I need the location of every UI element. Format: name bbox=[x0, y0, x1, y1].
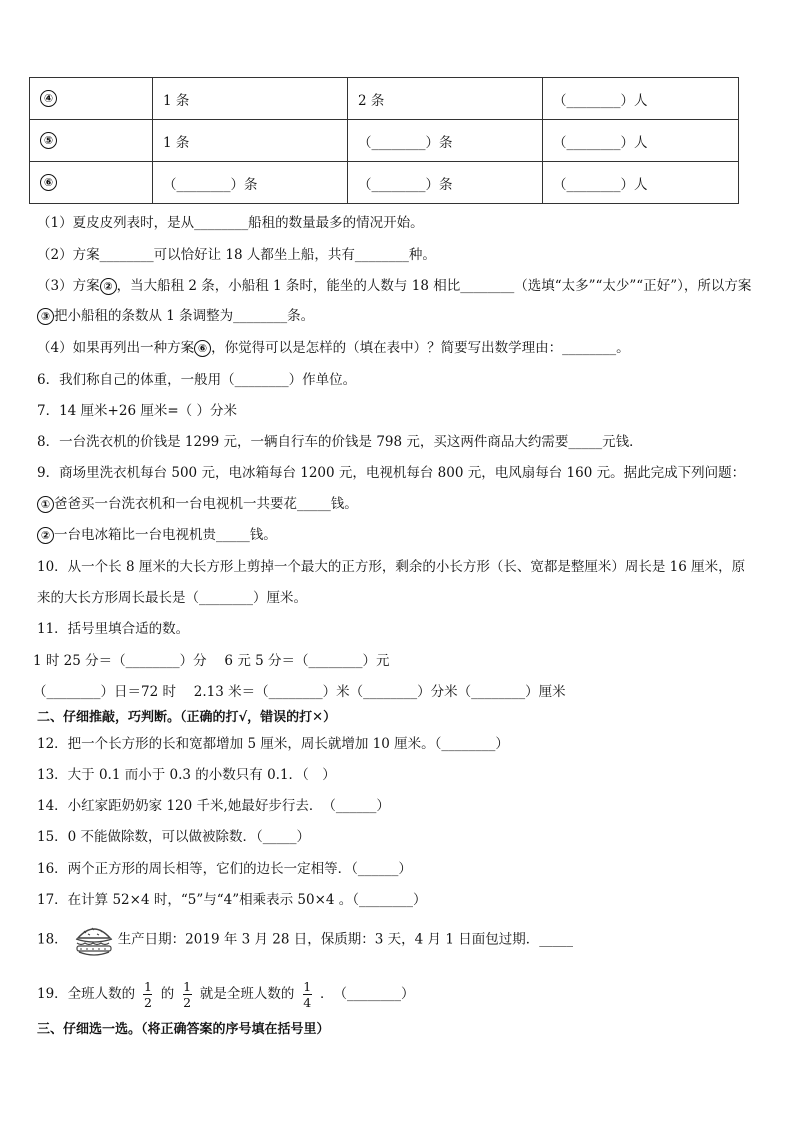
plan-number: ⑤ bbox=[30, 120, 153, 162]
circled-number: ③ bbox=[37, 308, 54, 325]
question-5-3-continued: ③ 把小船租的条数从 1 条调整为________条。 bbox=[37, 304, 314, 325]
circled-number: ② bbox=[100, 278, 117, 295]
table-row bbox=[30, 78, 739, 120]
fraction-one-half: $\frac{1}{2}$ bbox=[144, 979, 152, 1010]
question-8: 8．一台洗衣机的价钱是 1299 元，一辆自行车的价钱是 798 元，买这两件商品大约需要_____元钱． bbox=[37, 434, 643, 450]
question-13: 13．大于 0.1 而小于 0.3 的小数只有 0.1．（ ） bbox=[37, 767, 336, 783]
table-cell: （________）人 bbox=[543, 120, 739, 162]
table-cell: （________）条 bbox=[153, 162, 348, 204]
plan-number: ④ bbox=[30, 78, 153, 120]
question-15: 15．0 不能做除数，可以做被除数．（_____） bbox=[37, 829, 311, 845]
question-5-3: （3）方案 ② ，当大船租 2 条，小船租 1 条时，能坐的人数与 18 相比________（选填“太多”“太少”“正好”），所以方案 bbox=[37, 278, 752, 294]
table-row bbox=[30, 162, 739, 204]
question-12: 12．把一个长方形的长和宽都增加 5 厘米，周长就增加 10 厘米。（________） bbox=[37, 736, 509, 752]
question-5-2: （2）方案________可以恰好让 18 人都坐上船，共有________种。 bbox=[37, 247, 436, 263]
table-cell: （________）条 bbox=[348, 120, 543, 162]
question-9: 9．商场里洗衣机每台 500 元，电冰箱每台 1200 元，电视机每台 800 元，电风扇每台 160 元。据此完成下列问题： bbox=[37, 465, 746, 481]
question-19: 19．全班人数的 $\frac{1}{2}$ 的 $\frac{1}{2}$ 就是全班人数的 $\frac{1}{4}$ ． （________） bbox=[37, 979, 415, 1010]
plan-number: ⑥ bbox=[30, 162, 153, 204]
question-9-1: ① 爸爸买一台洗衣机和一台电视机一共要花_____钱。 bbox=[37, 492, 358, 513]
circled-number: ⑥ bbox=[194, 340, 211, 357]
circled-number: ② bbox=[37, 527, 54, 544]
section-2-heading: 二、仔细推敲，巧判断。（正确的打√，错误的打✕） bbox=[37, 710, 337, 725]
question-11-row-1: 1 时 25 分＝（________）分 6 元 5 分＝（________）元 bbox=[33, 653, 390, 669]
question-10: 10．从一个长 8 厘米的大长方形上剪掉一个最大的正方形，剩余的小长方形（长、宽都是整厘米）周长是 16 厘米，原 bbox=[37, 559, 746, 575]
question-9-2: ② 一台电冰箱比一台电视机贵_____钱。 bbox=[37, 523, 277, 544]
question-16: 16．两个正方形的周长相等，它们的边长一定相等．（______） bbox=[37, 861, 412, 877]
question-18: 18． 生产日期：2019 年 3 月 28 日，保质期：3 天，4 月 1 日面包过期．_____ bbox=[37, 922, 573, 958]
bread-icon bbox=[72, 922, 116, 958]
table-cell: （________）条 bbox=[348, 162, 543, 204]
section-3-heading: 三、仔细选一选。（将正确答案的序号填在括号里） bbox=[37, 1022, 330, 1037]
circled-number: ① bbox=[37, 496, 54, 513]
table-cell: 1 条 bbox=[153, 78, 348, 120]
fraction-one-quarter: $\frac{1}{4}$ bbox=[303, 979, 312, 1010]
table-cell: 1 条 bbox=[153, 120, 348, 162]
question-14: 14．小红家距奶奶家 120 千米,她最好步行去． （______） bbox=[37, 798, 390, 814]
question-5-1: （1）夏皮皮列表时，是从________船租的数量最多的情况开始。 bbox=[37, 215, 424, 231]
fraction-one-half: $\frac{1}{2}$ bbox=[183, 979, 192, 1010]
question-17: 17．在计算 52×4 时，“5”与“4”相乘表示 50×4 。（________） bbox=[37, 892, 427, 908]
question-6: 6．我们称自己的体重，一般用（________）作单位。 bbox=[37, 372, 357, 388]
question-11: 11．括号里填合适的数。 bbox=[37, 621, 190, 637]
question-5-4: （4）如果再列出一种方案 ⑥ ，你觉得可以是怎样的（填在表中）？简要写出数学理由：________。 bbox=[37, 340, 630, 356]
question-10-continued: 来的大长方形周长最长是（________）厘米。 bbox=[37, 590, 307, 606]
table-cell: （________）人 bbox=[543, 78, 739, 120]
table-cell: （________）人 bbox=[543, 162, 739, 204]
boat-plan-table bbox=[29, 77, 739, 204]
table-row bbox=[30, 120, 739, 162]
question-7: 7．14 厘米+26 厘米=（ ）分米 bbox=[37, 403, 237, 419]
question-11-row-2: （________）日＝72 时 2.13 米＝（________）米（________）分米（________）厘米 bbox=[33, 684, 566, 700]
table-cell: 2 条 bbox=[348, 78, 543, 120]
